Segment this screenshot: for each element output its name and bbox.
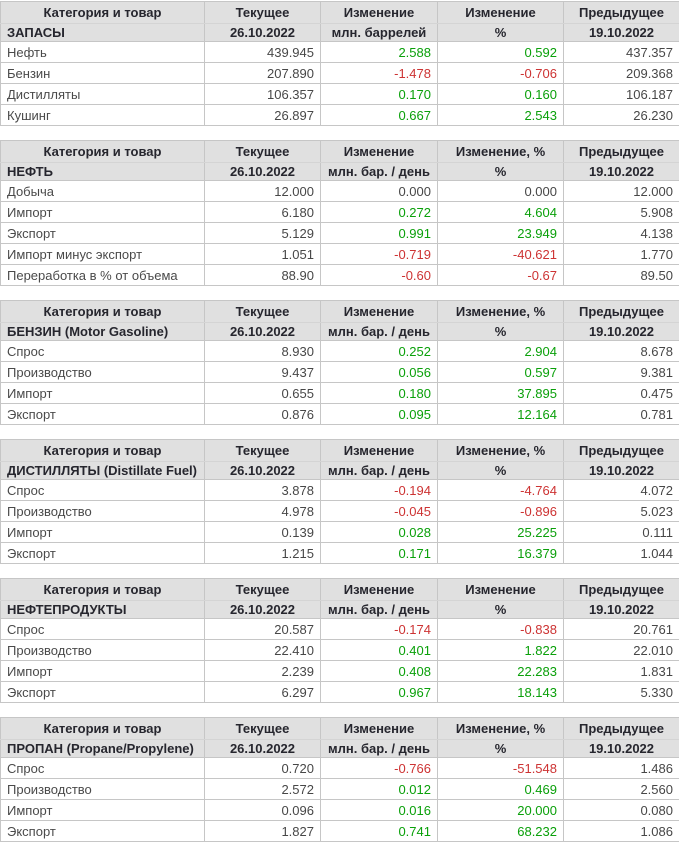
table-row	[1, 223, 679, 244]
table-row	[1, 800, 679, 821]
current-cell: 2.239	[205, 661, 321, 682]
header-change: Изменение	[321, 718, 438, 740]
table-row	[1, 480, 679, 501]
previous-cell: 1.044	[564, 543, 679, 564]
category-cell: Кушинг	[1, 105, 205, 126]
category-cell: Экспорт	[1, 223, 205, 244]
subheader-change: млн. бар. / день	[321, 601, 438, 619]
table-row	[1, 105, 679, 126]
category-cell: Спрос	[1, 341, 205, 362]
subheader-change: млн. бар. / день	[321, 163, 438, 181]
category-cell: Импорт	[1, 661, 205, 682]
previous-cell: 0.080	[564, 800, 679, 821]
change-cell: 0.028	[321, 522, 438, 543]
subheader-current: 26.10.2022	[205, 601, 321, 619]
previous-cell: 1.486	[564, 758, 679, 779]
change-pct-cell: -40.621	[438, 244, 564, 265]
subheader-current: 26.10.2022	[205, 462, 321, 480]
category-cell: Переработка в % от объема	[1, 265, 205, 286]
current-cell: 0.096	[205, 800, 321, 821]
change-pct-cell: 4.604	[438, 202, 564, 223]
change-pct-cell: 20.000	[438, 800, 564, 821]
table-distillates	[0, 439, 679, 564]
previous-cell: 5.908	[564, 202, 679, 223]
change-cell: 0.000	[321, 181, 438, 202]
table-row	[1, 779, 679, 800]
subheader-change-pct: %	[438, 740, 564, 758]
change-cell: 0.991	[321, 223, 438, 244]
subheader-change: млн. бар. / день	[321, 740, 438, 758]
change-pct-cell: -0.706	[438, 63, 564, 84]
subheader-current: 26.10.2022	[205, 323, 321, 341]
current-cell: 0.876	[205, 404, 321, 425]
table-row	[1, 42, 679, 63]
previous-cell: 22.010	[564, 640, 679, 661]
header-current: Текущее	[205, 718, 321, 740]
header-row	[1, 301, 679, 323]
category-cell: Экспорт	[1, 821, 205, 842]
previous-cell: 2.560	[564, 779, 679, 800]
subheader-category: НЕФТЬ	[1, 163, 205, 181]
header-change: Изменение	[321, 579, 438, 601]
subheader-row	[1, 24, 679, 42]
subheader-previous: 19.10.2022	[564, 163, 679, 181]
change-cell: -0.174	[321, 619, 438, 640]
change-pct-cell: 37.895	[438, 383, 564, 404]
category-cell: Производство	[1, 501, 205, 522]
previous-cell: 0.111	[564, 522, 679, 543]
category-cell: Экспорт	[1, 682, 205, 703]
subheader-category: БЕНЗИН (Motor Gasoline)	[1, 323, 205, 341]
table-row	[1, 404, 679, 425]
category-cell: Производство	[1, 640, 205, 661]
header-previous: Предыдущее	[564, 141, 679, 163]
previous-cell: 89.50	[564, 265, 679, 286]
current-cell: 26.897	[205, 105, 321, 126]
previous-cell: 12.000	[564, 181, 679, 202]
current-cell: 0.655	[205, 383, 321, 404]
category-cell: Экспорт	[1, 543, 205, 564]
previous-cell: 0.475	[564, 383, 679, 404]
change-pct-cell: -51.548	[438, 758, 564, 779]
header-change-pct: Изменение, %	[438, 141, 564, 163]
table-row	[1, 362, 679, 383]
subheader-category: ПРОПАН (Propane/Propylene)	[1, 740, 205, 758]
previous-cell: 209.368	[564, 63, 679, 84]
change-cell: -0.719	[321, 244, 438, 265]
table-row	[1, 682, 679, 703]
category-cell: Производство	[1, 362, 205, 383]
change-pct-cell: 68.232	[438, 821, 564, 842]
change-cell: -0.766	[321, 758, 438, 779]
previous-cell: 1.831	[564, 661, 679, 682]
table-row	[1, 619, 679, 640]
current-cell: 1.215	[205, 543, 321, 564]
petroleum-statistics-report	[0, 1, 679, 842]
header-row	[1, 141, 679, 163]
subheader-change-pct: %	[438, 462, 564, 480]
current-cell: 2.572	[205, 779, 321, 800]
current-cell: 207.890	[205, 63, 321, 84]
header-change-pct: Изменение, %	[438, 718, 564, 740]
subheader-current: 26.10.2022	[205, 24, 321, 42]
header-change-pct: Изменение	[438, 2, 564, 24]
subheader-previous: 19.10.2022	[564, 601, 679, 619]
header-change: Изменение	[321, 141, 438, 163]
header-current: Текущее	[205, 2, 321, 24]
current-cell: 8.930	[205, 341, 321, 362]
change-pct-cell: 1.822	[438, 640, 564, 661]
change-cell: 2.588	[321, 42, 438, 63]
current-cell: 1.051	[205, 244, 321, 265]
change-cell: 0.171	[321, 543, 438, 564]
table-row	[1, 661, 679, 682]
current-cell: 1.827	[205, 821, 321, 842]
table-crude-oil	[0, 140, 679, 286]
header-change-pct: Изменение, %	[438, 440, 564, 462]
header-category: Категория и товар	[1, 141, 205, 163]
category-cell: Нефть	[1, 42, 205, 63]
change-cell: -1.478	[321, 63, 438, 84]
subheader-change-pct: %	[438, 601, 564, 619]
table-gasoline	[0, 300, 679, 425]
current-cell: 12.000	[205, 181, 321, 202]
previous-cell: 9.381	[564, 362, 679, 383]
previous-cell: 437.357	[564, 42, 679, 63]
change-cell: 0.056	[321, 362, 438, 383]
current-cell: 439.945	[205, 42, 321, 63]
previous-cell: 106.187	[564, 84, 679, 105]
table-row	[1, 244, 679, 265]
previous-cell: 0.781	[564, 404, 679, 425]
subheader-previous: 19.10.2022	[564, 740, 679, 758]
change-pct-cell: -4.764	[438, 480, 564, 501]
current-cell: 6.297	[205, 682, 321, 703]
table-row	[1, 758, 679, 779]
current-cell: 6.180	[205, 202, 321, 223]
header-previous: Предыдущее	[564, 440, 679, 462]
table-row	[1, 821, 679, 842]
current-cell: 0.720	[205, 758, 321, 779]
change-pct-cell: 0.000	[438, 181, 564, 202]
change-pct-cell: 0.469	[438, 779, 564, 800]
header-category: Категория и товар	[1, 718, 205, 740]
header-row	[1, 440, 679, 462]
table-row	[1, 63, 679, 84]
change-pct-cell: 16.379	[438, 543, 564, 564]
subheader-row	[1, 163, 679, 181]
subheader-previous: 19.10.2022	[564, 462, 679, 480]
subheader-category: ЗАПАСЫ	[1, 24, 205, 42]
change-cell: -0.045	[321, 501, 438, 522]
header-current: Текущее	[205, 440, 321, 462]
change-pct-cell: -0.67	[438, 265, 564, 286]
change-cell: 0.180	[321, 383, 438, 404]
change-cell: 0.967	[321, 682, 438, 703]
change-pct-cell: 22.283	[438, 661, 564, 682]
header-category: Категория и товар	[1, 2, 205, 24]
table-petroleum-products	[0, 578, 679, 703]
change-pct-cell: 2.904	[438, 341, 564, 362]
header-row	[1, 2, 679, 24]
previous-cell: 4.138	[564, 223, 679, 244]
change-cell: 0.408	[321, 661, 438, 682]
change-pct-cell: 0.160	[438, 84, 564, 105]
header-category: Категория и товар	[1, 301, 205, 323]
change-cell: -0.60	[321, 265, 438, 286]
header-change: Изменение	[321, 440, 438, 462]
table-row	[1, 543, 679, 564]
change-pct-cell: 0.597	[438, 362, 564, 383]
category-cell: Дистилляты	[1, 84, 205, 105]
previous-cell: 1.770	[564, 244, 679, 265]
category-cell: Спрос	[1, 619, 205, 640]
subheader-previous: 19.10.2022	[564, 323, 679, 341]
current-cell: 106.357	[205, 84, 321, 105]
category-cell: Спрос	[1, 758, 205, 779]
table-row	[1, 640, 679, 661]
previous-cell: 26.230	[564, 105, 679, 126]
change-cell: 0.252	[321, 341, 438, 362]
category-cell: Добыча	[1, 181, 205, 202]
previous-cell: 20.761	[564, 619, 679, 640]
current-cell: 4.978	[205, 501, 321, 522]
header-change: Изменение	[321, 301, 438, 323]
header-previous: Предыдущее	[564, 2, 679, 24]
header-change: Изменение	[321, 2, 438, 24]
current-cell: 88.90	[205, 265, 321, 286]
subheader-row	[1, 462, 679, 480]
category-cell: Импорт	[1, 522, 205, 543]
change-cell: 0.401	[321, 640, 438, 661]
table-inventories	[0, 1, 679, 126]
category-cell: Экспорт	[1, 404, 205, 425]
header-change-pct: Изменение	[438, 579, 564, 601]
header-previous: Предыдущее	[564, 301, 679, 323]
change-cell: 0.272	[321, 202, 438, 223]
table-propane	[0, 717, 679, 842]
table-row	[1, 341, 679, 362]
subheader-change: млн. бар. / день	[321, 323, 438, 341]
change-pct-cell: 12.164	[438, 404, 564, 425]
subheader-current: 26.10.2022	[205, 163, 321, 181]
header-previous: Предыдущее	[564, 718, 679, 740]
header-current: Текущее	[205, 301, 321, 323]
category-cell: Бензин	[1, 63, 205, 84]
category-cell: Импорт	[1, 202, 205, 223]
current-cell: 22.410	[205, 640, 321, 661]
change-cell: 0.170	[321, 84, 438, 105]
subheader-row	[1, 323, 679, 341]
subheader-change-pct: %	[438, 323, 564, 341]
table-row	[1, 265, 679, 286]
header-category: Категория и товар	[1, 579, 205, 601]
category-cell: Импорт	[1, 383, 205, 404]
header-row	[1, 718, 679, 740]
subheader-current: 26.10.2022	[205, 740, 321, 758]
table-row	[1, 501, 679, 522]
header-current: Текущее	[205, 141, 321, 163]
category-cell: Импорт	[1, 800, 205, 821]
change-pct-cell: -0.896	[438, 501, 564, 522]
change-pct-cell: 25.225	[438, 522, 564, 543]
current-cell: 3.878	[205, 480, 321, 501]
previous-cell: 1.086	[564, 821, 679, 842]
change-pct-cell: 2.543	[438, 105, 564, 126]
change-cell: 0.012	[321, 779, 438, 800]
change-pct-cell: 23.949	[438, 223, 564, 244]
table-row	[1, 522, 679, 543]
header-row	[1, 579, 679, 601]
header-current: Текущее	[205, 579, 321, 601]
subheader-row	[1, 601, 679, 619]
previous-cell: 5.330	[564, 682, 679, 703]
table-row	[1, 202, 679, 223]
change-cell: 0.016	[321, 800, 438, 821]
change-cell: -0.194	[321, 480, 438, 501]
subheader-change: млн. бар. / день	[321, 462, 438, 480]
change-cell: 0.095	[321, 404, 438, 425]
current-cell: 5.129	[205, 223, 321, 244]
category-cell: Импорт минус экспорт	[1, 244, 205, 265]
previous-cell: 8.678	[564, 341, 679, 362]
change-cell: 0.667	[321, 105, 438, 126]
change-pct-cell: 18.143	[438, 682, 564, 703]
current-cell: 20.587	[205, 619, 321, 640]
change-cell: 0.741	[321, 821, 438, 842]
previous-cell: 4.072	[564, 480, 679, 501]
current-cell: 9.437	[205, 362, 321, 383]
change-pct-cell: 0.592	[438, 42, 564, 63]
subheader-row	[1, 740, 679, 758]
change-pct-cell: -0.838	[438, 619, 564, 640]
category-cell: Спрос	[1, 480, 205, 501]
current-cell: 0.139	[205, 522, 321, 543]
table-row	[1, 383, 679, 404]
subheader-previous: 19.10.2022	[564, 24, 679, 42]
previous-cell: 5.023	[564, 501, 679, 522]
header-previous: Предыдущее	[564, 579, 679, 601]
table-row	[1, 181, 679, 202]
subheader-category: НЕФТЕПРОДУКТЫ	[1, 601, 205, 619]
subheader-change-pct: %	[438, 163, 564, 181]
header-change-pct: Изменение, %	[438, 301, 564, 323]
category-cell: Производство	[1, 779, 205, 800]
table-row	[1, 84, 679, 105]
subheader-change: млн. баррелей	[321, 24, 438, 42]
subheader-category: ДИСТИЛЛЯТЫ (Distillate Fuel)	[1, 462, 205, 480]
subheader-change-pct: %	[438, 24, 564, 42]
header-category: Категория и товар	[1, 440, 205, 462]
